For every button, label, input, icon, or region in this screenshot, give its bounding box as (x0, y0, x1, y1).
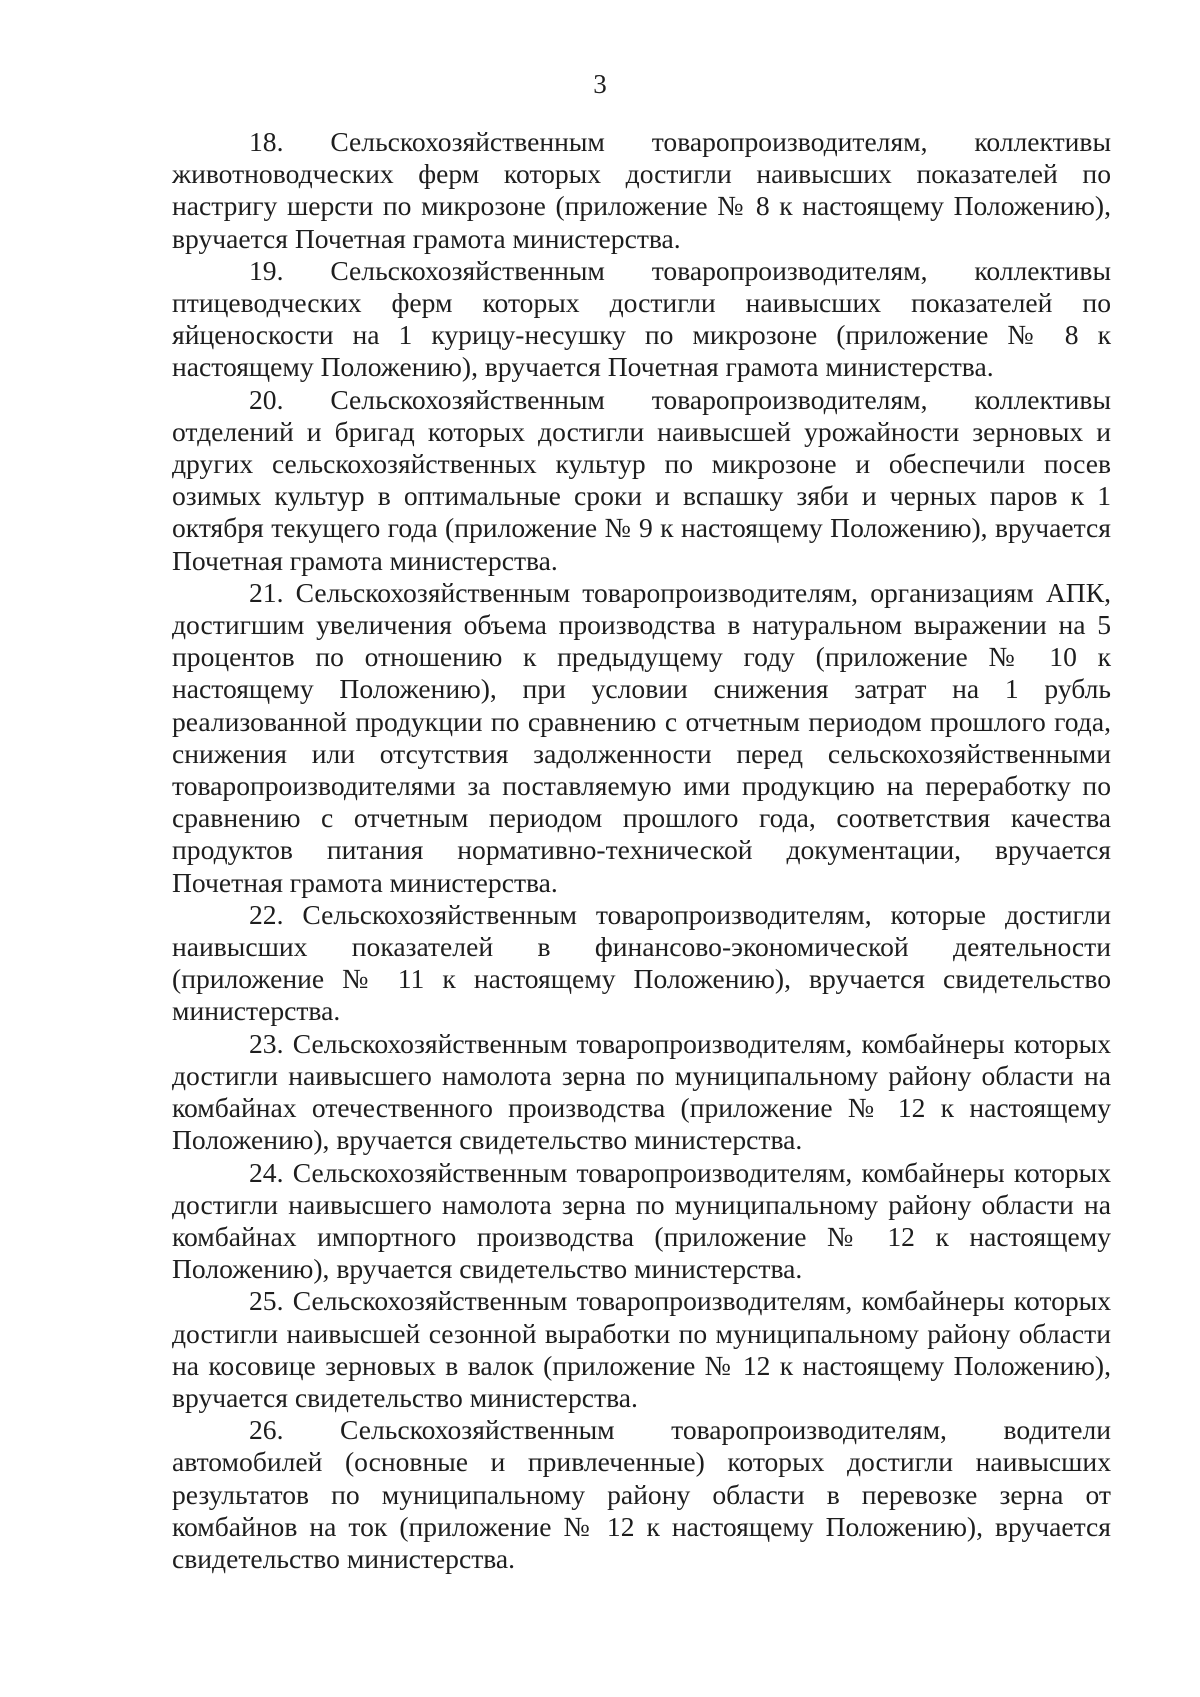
paragraph-19: 19. Сельскохозяйственным товаропроизводителям, коллективы птицеводческих ферм которых достигли наивысших показателей по яйценоскости на 1 курицу-несушку по микрозоне (приложение № 8 к настоящему Положению), вручается Почетная грамота министерства. (172, 254, 1111, 383)
paragraph-25: 25. Сельскохозяйственным товаропроизводителям, комбайнеры которых достигли наивысшей сезонной выработки по муниципальному району области на косовице зерновых в валок (приложение № 12 к настоящему Положению), вручается свидетельство министерства. (172, 1285, 1111, 1413)
page-number: 3 (593, 69, 607, 99)
document-body (172, 126, 1111, 1575)
paragraph-23: 23. Сельскохозяйственным товаропроизводителям, комбайнеры которых достигли наивысшего намолота зерна по муниципальному району области на комбайнах отечественного производства (приложение № 12 к настоящему Положению), вручается свидетельство министерства. (172, 1027, 1111, 1156)
paragraph-21: 21. Сельскохозяйственным товаропроизводителям, организациям АПК, достигшим увеличения объема производства в натуральном выражении на 5 процентов по отношению к предыдущему году (приложение № 10 к настоящему Положению), при условии снижения затрат на 1 рубль реализованной продукции по сравнению с отчетным периодом прошлого года, снижения или отсутствия задолженности перед сельскохозяйственными товаропроизводителями за поставляемую ими продукцию на переработку по сравнению с отчетным периодом прошлого года, соответствия качества продуктов питания нормативно-технической документации, вручается Почетная грамота министерства. (172, 576, 1111, 898)
paragraph-26: 26. Сельскохозяйственным товаропроизводителям, водители автомобилей (основные и привлеченные) которых достигли наивысших результатов по муниципальному району области в перевозке зерна от комбайнов на ток (приложение № 12 к настоящему Положению), вручается свидетельство министерства. (172, 1414, 1111, 1574)
paragraph-20: 20. Сельскохозяйственным товаропроизводителям, коллективы отделений и бригад которых достигли наивысшей урожайности зерновых и других сельскохозяйственных культур по микрозоне и обеспечили посев озимых культур в оптимальные сроки и вспашку зяби и черных паров к 1 октября текущего года (приложение № 9 к настоящему Положению), вручается Почетная грамота министерства. (172, 383, 1111, 576)
paragraph-22: 22. Сельскохозяйственным товаропроизводителям, которые достигли наивысших показателей в финансово-экономической деятельности (приложение № 11 к настоящему Положению), вручается свидетельство министерства. (172, 898, 1111, 1027)
paragraph-24: 24. Сельскохозяйственным товаропроизводителям, комбайнеры которых достигли наивысшего намолота зерна по муниципальному району области на комбайнах импортного производства (приложение № 12 к настоящему Положению), вручается свидетельство министерства. (172, 1156, 1111, 1285)
paragraph-18: 18. Сельскохозяйственным товаропроизводителям, коллективы животноводческих ферм которых достигли наивысших показателей по настригу шерсти по микрозоне (приложение № 8 к настоящему Положению), вручается Почетная грамота министерства. (172, 126, 1111, 254)
